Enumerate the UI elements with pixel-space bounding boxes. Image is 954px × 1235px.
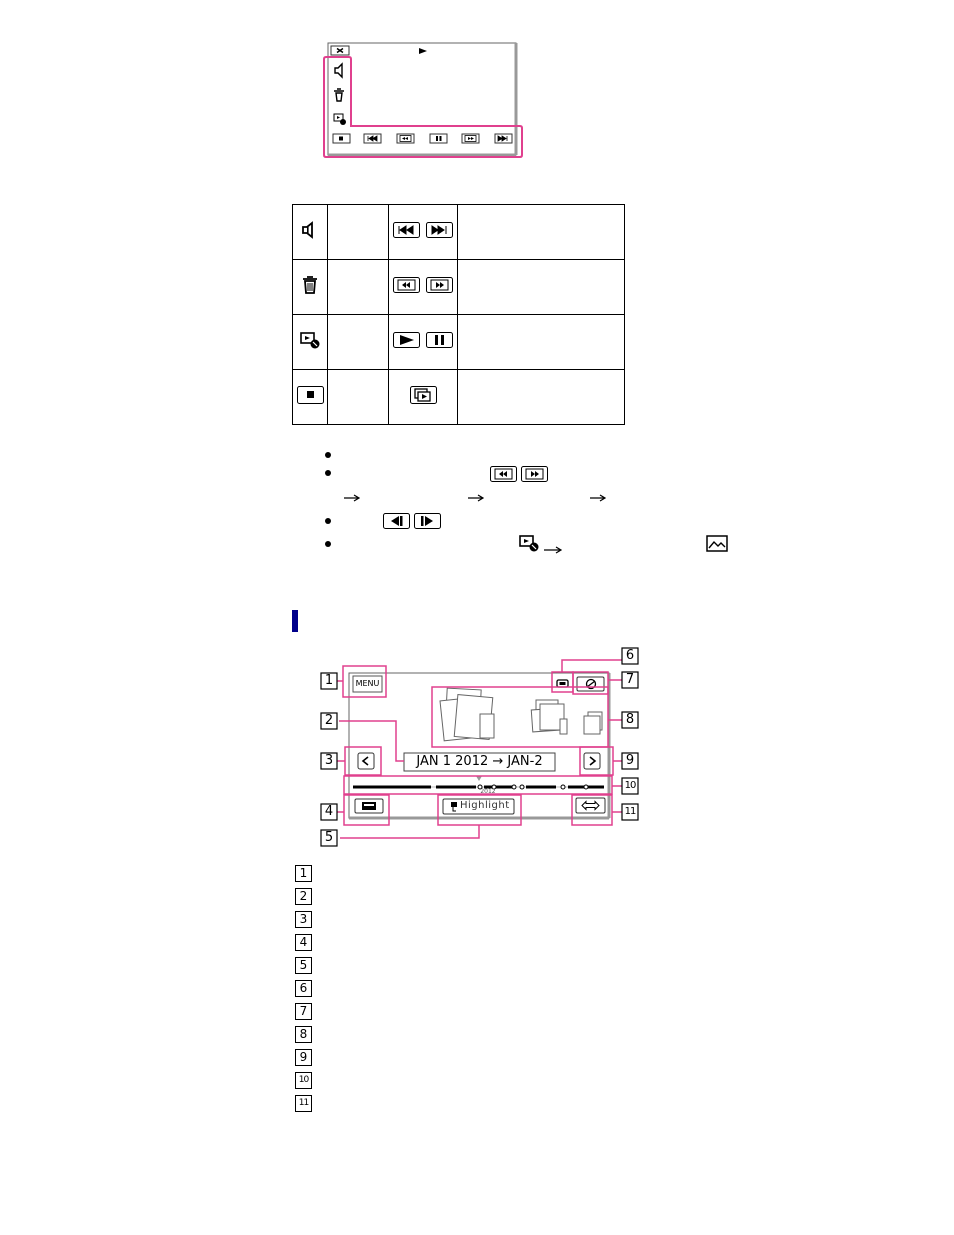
section-marker xyxy=(292,610,298,632)
rewind-icon[interactable] xyxy=(397,134,414,143)
callout-7: 7 xyxy=(625,672,635,687)
description-cell xyxy=(328,205,389,260)
legend-list xyxy=(295,865,315,1115)
fast-forward-icon[interactable] xyxy=(462,134,479,143)
pause-icon[interactable] xyxy=(430,134,447,143)
callout-9: 9 xyxy=(625,753,635,768)
bullet xyxy=(325,452,331,458)
previous-button-icon xyxy=(393,222,420,238)
close-icon[interactable] xyxy=(331,46,349,55)
description-cell xyxy=(328,260,389,315)
legend-number: 8 xyxy=(295,1026,312,1043)
bullet xyxy=(325,518,331,524)
legend-number: 5 xyxy=(295,957,312,974)
callout-10: 10 xyxy=(624,780,636,791)
play-button-icon xyxy=(393,332,420,348)
volume-icon xyxy=(301,220,319,240)
table-row xyxy=(293,260,625,315)
rewind-button-icon xyxy=(491,467,517,482)
event-view-illustration xyxy=(316,644,646,850)
pause-button-icon xyxy=(426,332,453,348)
stop-button-icon xyxy=(297,386,324,404)
arrow-icon xyxy=(468,494,486,502)
legend-number: 9 xyxy=(295,1049,312,1066)
table-row xyxy=(293,205,625,260)
legend-number: 4 xyxy=(295,934,312,951)
legend-number: 1 xyxy=(295,865,312,882)
highlight-label: Highlight xyxy=(460,800,510,811)
slow-forward-icon xyxy=(415,514,441,529)
callout-4: 4 xyxy=(324,804,334,819)
previous-icon[interactable] xyxy=(364,134,381,143)
playback-controls-table xyxy=(292,204,625,425)
table-row xyxy=(293,370,625,425)
legend-number: 11 xyxy=(295,1095,312,1112)
playback-options-icon xyxy=(518,534,542,554)
change-view-button[interactable] xyxy=(577,677,604,691)
photo-icon xyxy=(706,535,730,553)
callout-6: 6 xyxy=(625,648,635,663)
arrow-icon xyxy=(544,546,564,554)
description-cell xyxy=(458,315,625,370)
slow-buttons xyxy=(383,513,441,530)
bullet xyxy=(325,541,331,547)
next-icon[interactable] xyxy=(495,134,512,143)
legend-number: 6 xyxy=(295,980,312,997)
description-cell xyxy=(458,370,625,425)
callout-5: 5 xyxy=(324,830,334,845)
slideshow-button-icon xyxy=(410,386,437,404)
timeline-year: 2012 xyxy=(480,788,496,795)
slow-reverse-icon xyxy=(384,514,410,529)
event-view-screen xyxy=(316,644,646,850)
legend-number: 2 xyxy=(295,888,312,905)
callout-11: 11 xyxy=(624,806,636,817)
bullet-list xyxy=(320,448,780,558)
menu-label: MENU xyxy=(355,679,380,688)
event-title: JAN 1 2012 → JAN-2 xyxy=(416,754,543,769)
legend-number: 3 xyxy=(295,911,312,928)
description-cell xyxy=(458,260,625,315)
callout-8: 8 xyxy=(625,712,635,727)
description-cell xyxy=(328,315,389,370)
next-button-icon xyxy=(426,222,453,238)
legend-number: 10 xyxy=(295,1072,312,1089)
next-event-button[interactable] xyxy=(584,753,600,769)
table-row xyxy=(293,315,625,370)
callout-3: 3 xyxy=(324,753,334,768)
legend-number: 7 xyxy=(295,1003,312,1020)
previous-event-button[interactable] xyxy=(358,753,374,769)
arrow-icon xyxy=(590,494,608,502)
delete-icon xyxy=(301,274,319,296)
scale-switch-button[interactable] xyxy=(576,798,605,813)
description-cell xyxy=(458,205,625,260)
fast-forward-button-icon xyxy=(426,277,453,293)
callout-2: 2 xyxy=(324,713,334,728)
stop-icon[interactable] xyxy=(333,134,350,143)
arrow-icon xyxy=(344,494,362,502)
playback-screen-illustration xyxy=(315,38,530,162)
bullet xyxy=(325,470,331,476)
speed-buttons xyxy=(490,466,548,483)
fast-forward-button-icon xyxy=(522,467,548,482)
rewind-button-icon xyxy=(393,277,420,293)
callout-1: 1 xyxy=(324,673,334,688)
playback-options-icon xyxy=(299,330,321,350)
description-cell xyxy=(328,370,389,425)
change-image-type-button[interactable] xyxy=(355,799,383,813)
